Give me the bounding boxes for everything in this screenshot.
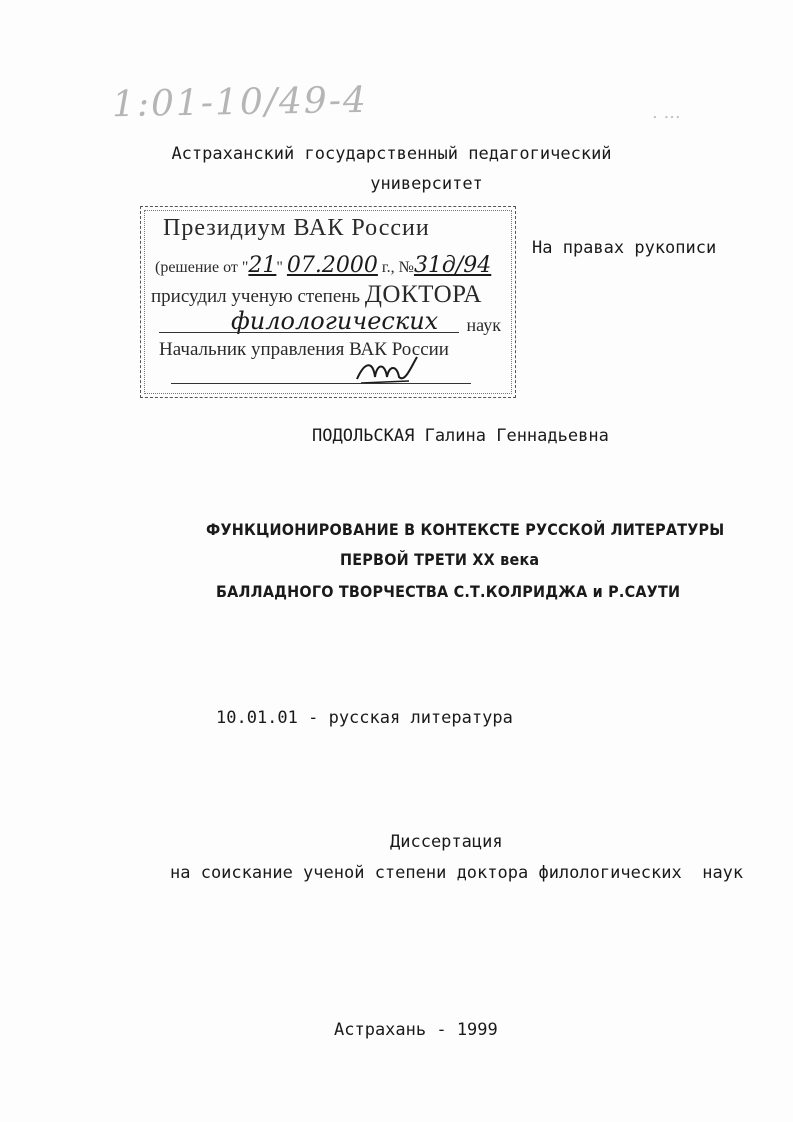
stamp-awarded-line bbox=[151, 281, 482, 309]
university-name-line2: университет bbox=[370, 174, 483, 194]
stamp-decision-number: 31д/94 bbox=[413, 253, 492, 278]
stamp-decision-day: 21 bbox=[248, 253, 277, 278]
dissertation-title-line1: ФУНКЦИОНИРОВАНИЕ В КОНТЕКСТЕ РУССКОЙ ЛИТЕРАТУРЫ bbox=[206, 520, 725, 539]
margin-scribble: . ... bbox=[652, 102, 681, 123]
stamp-head-title: Начальник управления ВАК России bbox=[159, 339, 449, 360]
stamp-bottom-line bbox=[171, 383, 471, 384]
stamp-field-handwritten: филологических bbox=[231, 307, 439, 335]
degree-purpose: на соискание ученой степени доктора филологических наук bbox=[170, 863, 744, 883]
stamp-field-underline bbox=[159, 332, 459, 333]
dissertation-label: Диссертация bbox=[390, 832, 503, 852]
stamp-awarded-prefix: присудил ученую степень bbox=[151, 286, 365, 307]
stamp-sciences-word: наук bbox=[466, 315, 501, 335]
university-name-line1: Астраханский государственный педагогический bbox=[171, 144, 612, 164]
city-year: Астрахань - 1999 bbox=[334, 1020, 498, 1040]
specialty-code: 10.01.01 - русская литература bbox=[216, 708, 513, 728]
stamp-title: Президиум ВАК России bbox=[163, 215, 430, 241]
stamp-degree: ДОКТОРА bbox=[364, 281, 482, 308]
stamp-field-line bbox=[151, 307, 507, 337]
vak-approval-stamp bbox=[140, 206, 516, 398]
stamp-decision-month-year: 07.2000 bbox=[286, 253, 378, 278]
dissertation-title-line2: ПЕРВОЙ ТРЕТИ XX века bbox=[340, 550, 540, 569]
stamp-decision-prefix: (решение от " bbox=[155, 259, 249, 276]
stamp-decision-line bbox=[155, 253, 491, 278]
author-name: ПОДОЛЬСКАЯ Галина Геннадьевна bbox=[312, 426, 609, 446]
handwritten-reference-number: 1:01-10/49-4 bbox=[111, 79, 369, 126]
stamp-quote: " bbox=[276, 259, 283, 276]
manuscript-rights-note: На правах рукописи bbox=[532, 238, 717, 258]
stamp-year-suffix: г., № bbox=[381, 259, 414, 276]
dissertation-title-line3: БАЛЛАДНОГО ТВОРЧЕСТВА С.Т.КОЛРИДЖА и Р.САУТИ bbox=[216, 582, 681, 601]
